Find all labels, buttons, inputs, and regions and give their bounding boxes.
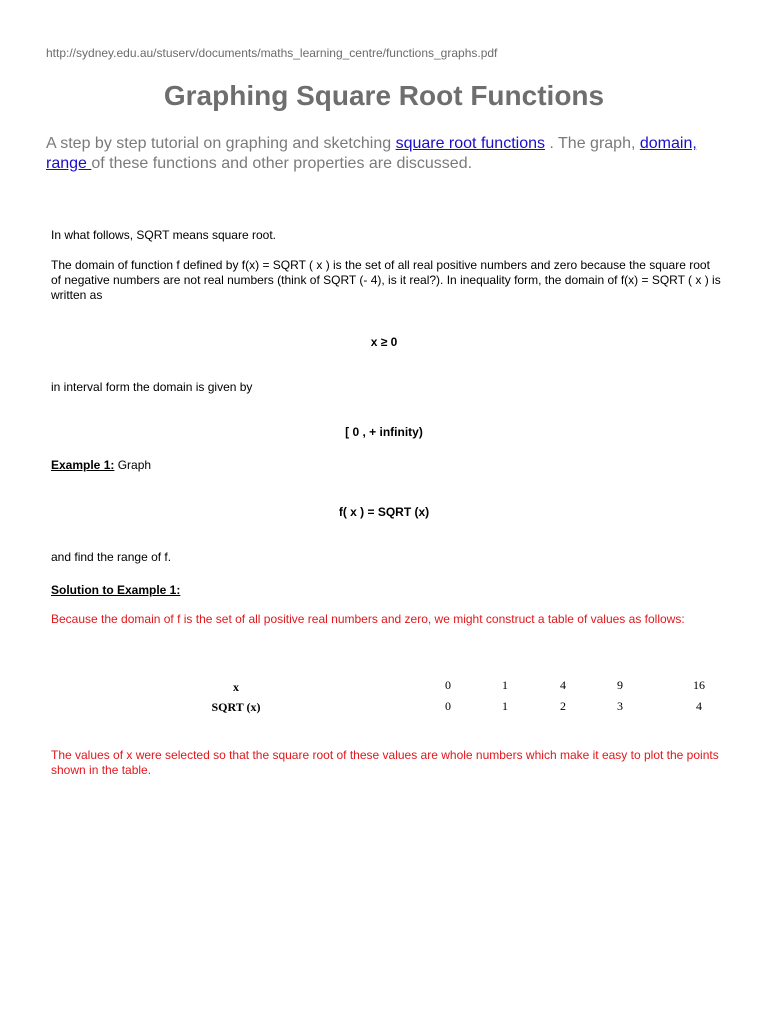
table-sqrt-cell: 1 bbox=[502, 699, 508, 713]
example-1-text: Graph bbox=[114, 458, 152, 472]
example-1-line bbox=[51, 458, 723, 473]
sqrt-definition: In what follows, SQRT means square root. bbox=[51, 228, 276, 242]
find-range-text: and find the range of f. bbox=[51, 550, 172, 564]
table-x-cell: 16 bbox=[693, 678, 705, 692]
table-x-label: x bbox=[233, 680, 239, 694]
table-sqrt-cell: 3 bbox=[617, 699, 623, 713]
intro-text-1: A step by step tutorial on graphing and sketching bbox=[46, 135, 396, 152]
table-x-cell: 4 bbox=[560, 678, 566, 692]
table-x-cell: 0 bbox=[445, 678, 451, 692]
intro-text-3: of these functions and other properties are discussed. bbox=[91, 155, 473, 172]
values-explanation-text: The values of x were selected so that the square root of these values are whole numbers which make it easy to plot the points shown in the table. bbox=[51, 748, 719, 777]
table-sqrt-cell: 0 bbox=[445, 699, 451, 713]
function-equation: f( x ) = SQRT (x) bbox=[338, 505, 430, 519]
intro-text-2: . The graph, bbox=[544, 135, 640, 152]
table-x-cell: 1 bbox=[502, 678, 508, 692]
intro-paragraph bbox=[46, 134, 736, 174]
table-sqrt-label: SQRT (x) bbox=[211, 700, 261, 714]
table-x-cell: 9 bbox=[617, 678, 623, 692]
table-sqrt-cell: 4 bbox=[696, 699, 702, 713]
inequality-equation: x ≥ 0 bbox=[370, 335, 398, 349]
square-root-functions-link[interactable]: square root functions bbox=[395, 135, 545, 152]
table-sqrt-cell: 2 bbox=[560, 699, 566, 713]
solution-label: Solution to Example 1: bbox=[51, 583, 181, 597]
page-title: Graphing Square Root Functions bbox=[163, 80, 605, 111]
interval-form-text: in interval form the domain is given by bbox=[51, 380, 253, 394]
domain-paragraph: The domain of function f defined by f(x) = SQRT ( x ) is the set of all real positive numbers and zero because the square root of negative numbers are not real numbers (think of SQRT (- 4), is it real?). In inequality form, the domain of f(x) = SQRT ( x ) is written as bbox=[51, 258, 721, 302]
example-1-label: Example 1: bbox=[51, 458, 115, 472]
source-url: http://sydney.edu.au/stuserv/documents/maths_learning_centre/functions_graphs.pdf bbox=[46, 46, 498, 60]
table-intro-text: Because the domain of f is the set of all positive real numbers and zero, we might construct a table of values as follows: bbox=[51, 612, 685, 626]
interval-equation: [ 0 , + infinity) bbox=[345, 425, 423, 439]
domain-range-link[interactable]: domain, range bbox=[46, 135, 697, 172]
